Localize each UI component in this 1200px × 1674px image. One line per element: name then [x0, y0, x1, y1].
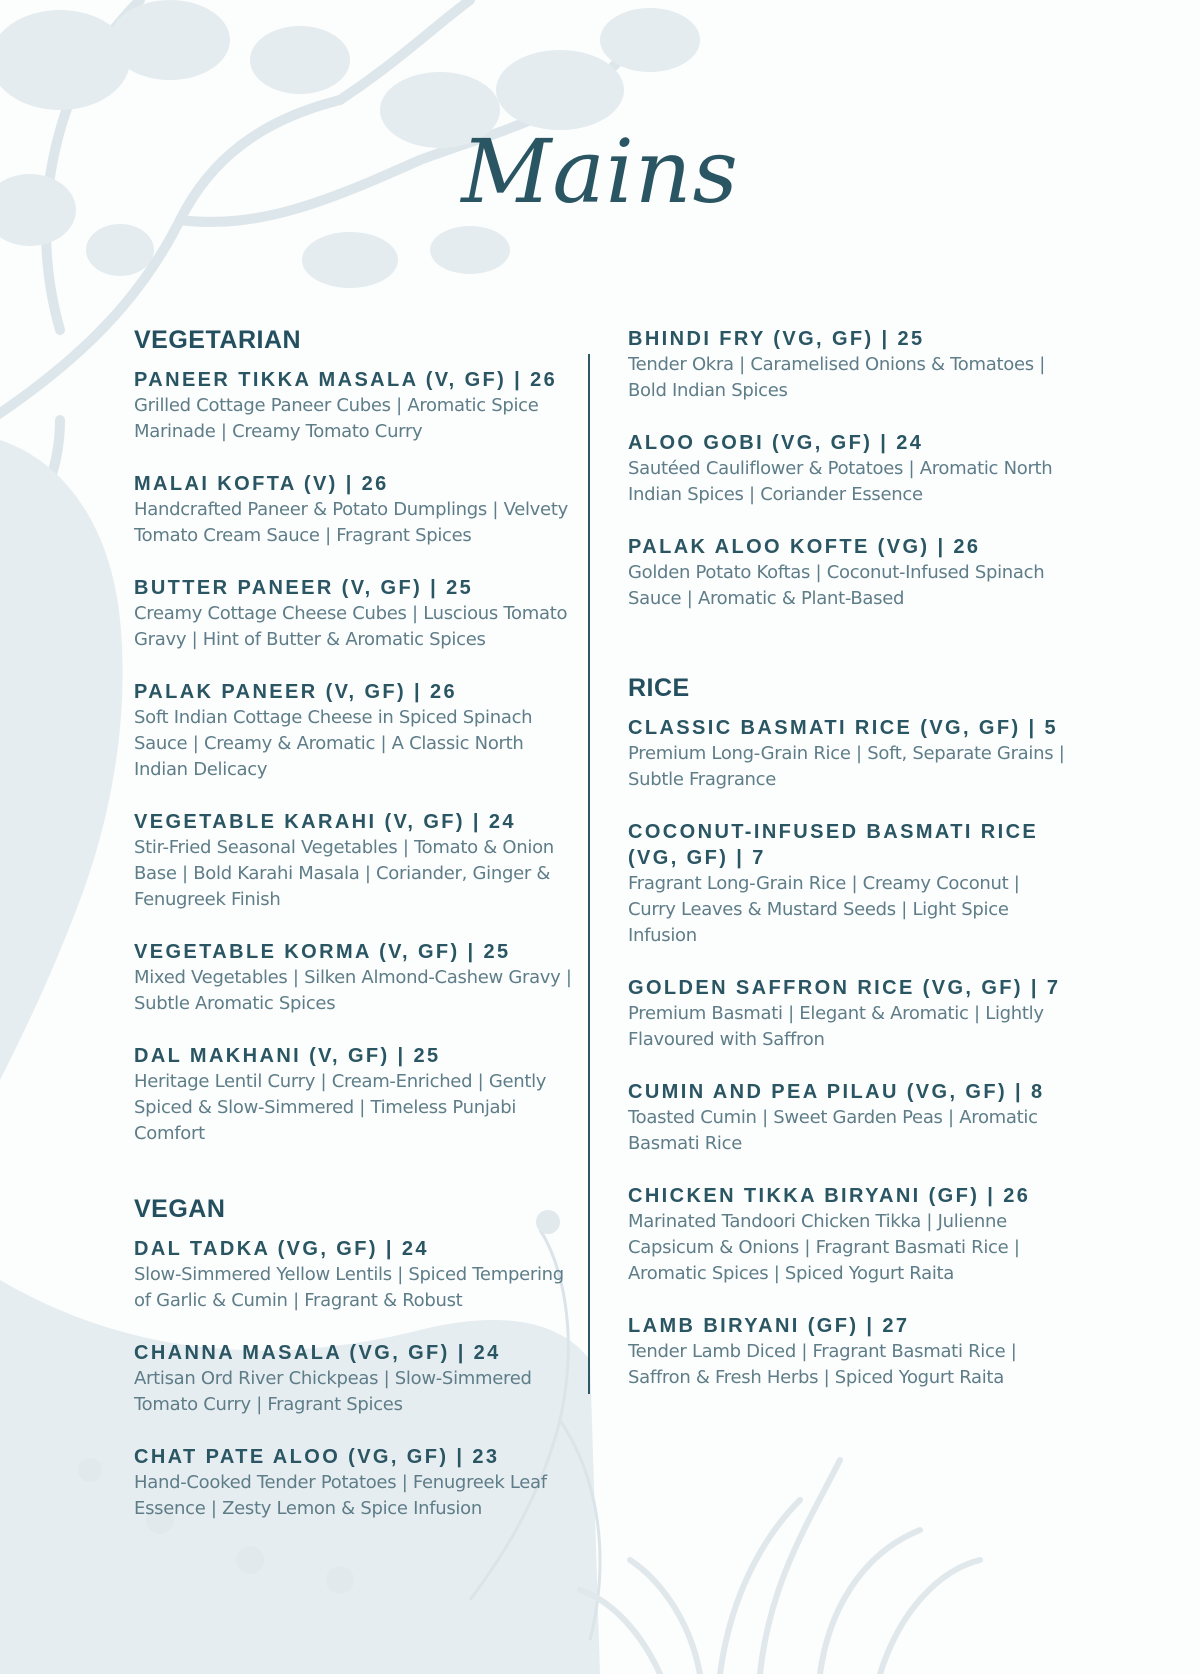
item-description: Premium Long-Grain Rice | Soft, Separate Grains | Subtle Fragrance [628, 743, 1065, 790]
page-title: Mains [461, 120, 739, 223]
menu-item [134, 939, 574, 1017]
item-description: Artisan Ord River Chickpeas | Slow-Simmered Tomato Curry | Fragrant Spices [134, 1368, 532, 1415]
item-name: CUMIN AND PEA PILAU (VG, GF) | 8 [628, 1081, 1045, 1103]
item-description: Stir-Fried Seasonal Vegetables | Tomato & Onion Base | Bold Karahi Masala | Coriander, Ginger & Fenugreek Finish [134, 837, 554, 910]
item-name: GOLDEN SAFFRON RICE (VG, GF) | 7 [628, 977, 1061, 999]
menu-item [628, 1079, 1068, 1157]
menu-item [628, 534, 1068, 612]
menu-item [628, 326, 1068, 404]
menu-item [134, 1043, 574, 1147]
item-description: Slow-Simmered Yellow Lentils | Spiced Tempering of Garlic & Cumin | Fragrant & Robust [134, 1264, 564, 1311]
item-name: BUTTER PANEER (V, GF) | 25 [134, 577, 474, 599]
item-description: Fragrant Long-Grain Rice | Creamy Coconut | Curry Leaves & Mustard Seeds | Light Spice Infusion [628, 873, 1020, 946]
menu-item [134, 367, 574, 445]
item-name: PALAK ALOO KOFTE (VG) | 26 [628, 536, 981, 558]
item-description: Marinated Tandoori Chicken Tikka | Julienne Capsicum & Onions | Fragrant Basmati Rice | Aromatic Spices | Spiced Yogurt Raita [628, 1211, 1020, 1284]
item-name: COCONUT-INFUSED BASMATI RICE (VG, GF) | 7 [628, 821, 1039, 869]
item-description: Creamy Cottage Cheese Cubes | Luscious Tomato Gravy | Hint of Butter & Aromatic Spices [134, 603, 568, 650]
item-name: ALOO GOBI (VG, GF) | 24 [628, 432, 924, 454]
item-description: Tender Okra | Caramelised Onions & Tomatoes | Bold Indian Spices [628, 354, 1045, 401]
item-description: Sautéed Cauliflower & Potatoes | Aromatic North Indian Spices | Coriander Essence [628, 458, 1053, 505]
item-description: Handcrafted Paneer & Potato Dumplings | Velvety Tomato Cream Sauce | Fragrant Spices [134, 499, 568, 546]
item-name: CHICKEN TIKKA BIRYANI (GF) | 26 [628, 1185, 1031, 1207]
menu-item [628, 975, 1068, 1053]
menu-item [134, 1236, 574, 1314]
item-name: CHANNA MASALA (VG, GF) | 24 [134, 1342, 501, 1364]
section-heading-vegan: VEGAN [134, 1195, 226, 1223]
menu-item [134, 471, 574, 549]
item-description: Hand-Cooked Tender Potatoes | Fenugreek Leaf Essence | Zesty Lemon & Spice Infusion [134, 1472, 547, 1519]
item-description: Golden Potato Koftas | Coconut-Infused Spinach Sauce | Aromatic & Plant-Based [628, 562, 1045, 609]
menu-item [628, 1183, 1068, 1287]
menu-item [628, 1313, 1068, 1391]
menu-item [134, 1444, 574, 1522]
menu-item [134, 679, 574, 783]
item-name: PALAK PANEER (V, GF) | 26 [134, 681, 458, 703]
item-name: CLASSIC BASMATI RICE (VG, GF) | 5 [628, 717, 1058, 739]
item-description: Toasted Cumin | Sweet Garden Peas | Aromatic Basmati Rice [628, 1107, 1038, 1154]
menu-item [134, 575, 574, 653]
menu-item [134, 1340, 574, 1418]
item-description: Tender Lamb Diced | Fragrant Basmati Rice | Saffron & Fresh Herbs | Spiced Yogurt Raita [628, 1341, 1017, 1388]
menu-item [628, 430, 1068, 508]
item-name: VEGETABLE KARAHI (V, GF) | 24 [134, 811, 516, 833]
item-description: Grilled Cottage Paneer Cubes | Aromatic Spice Marinade | Creamy Tomato Curry [134, 395, 539, 442]
item-description: Heritage Lentil Curry | Cream-Enriched | Gently Spiced & Slow-Simmered | Timeless Punjabi Comfort [134, 1071, 547, 1144]
menu-item [134, 809, 574, 913]
section-spacer [628, 638, 1068, 674]
right-column [628, 326, 1068, 1417]
item-description: Premium Basmati | Elegant & Aromatic | Lightly Flavoured with Saffron [628, 1003, 1044, 1050]
menu-item [628, 715, 1068, 793]
left-column [134, 326, 574, 1548]
item-name: LAMB BIRYANI (GF) | 27 [628, 1315, 910, 1337]
section-spacer [134, 1173, 574, 1195]
item-name: MALAI KOFTA (V) | 26 [134, 473, 389, 495]
item-name: VEGETABLE KORMA (V, GF) | 25 [134, 941, 511, 963]
section-heading-vegetarian: VEGETARIAN [134, 326, 302, 354]
item-description: Soft Indian Cottage Cheese in Spiced Spinach Sauce | Creamy & Aromatic | A Classic North Indian Delicacy [134, 707, 533, 780]
item-name: CHAT PATE ALOO (VG, GF) | 23 [134, 1446, 500, 1468]
item-name: BHINDI FRY (VG, GF) | 25 [628, 328, 925, 350]
item-name: DAL MAKHANI (V, GF) | 25 [134, 1045, 441, 1067]
item-name: PANEER TIKKA MASALA (V, GF) | 26 [134, 369, 558, 391]
item-description: Mixed Vegetables | Silken Almond-Cashew Gravy | Subtle Aromatic Spices [134, 967, 572, 1014]
section-heading-rice: RICE [628, 674, 690, 702]
column-divider [588, 354, 590, 1394]
item-name: DAL TADKA (VG, GF) | 24 [134, 1238, 429, 1260]
menu-item [628, 819, 1068, 949]
